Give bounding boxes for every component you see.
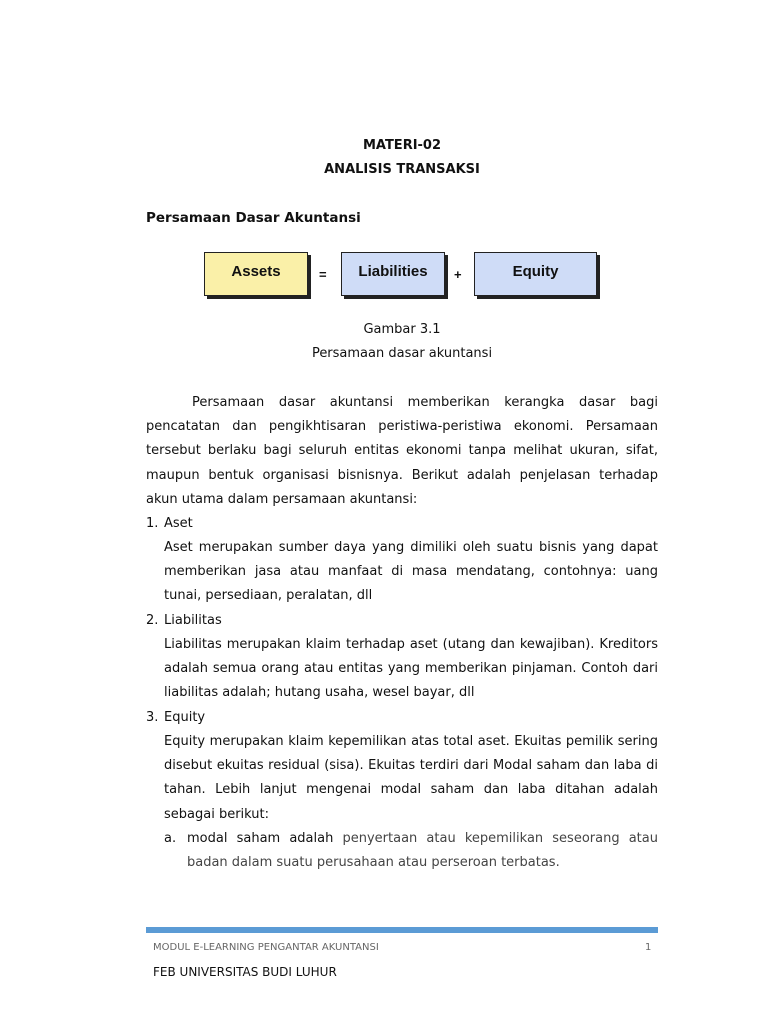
list-item-title: Aset <box>164 516 193 531</box>
list-item-number: 1. <box>146 516 159 531</box>
assets-box: Assets <box>204 252 308 296</box>
figure-caption: Persamaan dasar akuntansi <box>311 346 493 361</box>
list-item-body: Equity merupakan klaim kepemilikan atas total aset. Ekuitas pemilik sering disebut ekuitas residual (sisa). Ekuitas terdiri dari Modal saham dan laba di tahan. Lebih lanjut mengenai modal saham dan laba ditahan adalah sebagai berikut: <box>164 734 658 822</box>
list-item-body: Aset merupakan sumber daya yang dimiliki oleh suatu bisnis yang dapat memberikan jasa atau manfaat di masa mendatang, contohnya: uang tunai, persediaan, peralatan, dll <box>164 540 658 604</box>
liabilities-box: Liabilities <box>341 252 445 296</box>
sub-item-definition: penyertaan atau kepemilikan seseorang atau badan dalam suatu perusahaan atau perseroan terbatas. <box>187 831 658 871</box>
list-item-body: Liabilitas merupakan klaim terhadap aset (utang dan kewajiban). Kreditors adalah semua orang atau entitas yang memberikan pinjaman. Contoh dari liabilitas adalah; hutang usaha, wesel bayar, dll <box>164 637 658 701</box>
footer-module-name: MODUL E-LEARNING PENGANTAR AKUNTANSI <box>153 942 379 953</box>
list-item-number: 3. <box>146 710 159 725</box>
figure-number: Gambar 3.1 <box>363 322 441 337</box>
list-item-number: 2. <box>146 613 159 628</box>
footer-organization: FEB UNIVERSITAS BUDI LUHUR <box>153 965 337 979</box>
equals-sign: = <box>319 267 327 282</box>
list-item-title: Equity <box>164 710 206 725</box>
list-item-title: Liabilitas <box>164 613 222 628</box>
equity-box: Equity <box>474 252 597 296</box>
sub-item-marker: a. <box>164 831 177 846</box>
plus-sign: + <box>454 267 462 282</box>
footer-divider <box>146 927 658 933</box>
document-subtitle: ANALISIS TRANSAKSI <box>324 162 480 177</box>
sub-item-text <box>187 827 658 875</box>
footer-page-number: 1 <box>645 942 652 953</box>
section-heading: Persamaan Dasar Akuntansi <box>146 210 361 226</box>
document-title: MATERI-02 <box>362 138 442 153</box>
intro-paragraph: Persamaan dasar akuntansi memberikan kerangka dasar bagi pencatatan dan pengikhtisaran peristiwa-peristiwa ekonomi. Persamaan tersebut berlaku bagi seluruh entitas ekonomi tanpa melihat ukuran, sifat, maupun bentuk organisasi bisnisnya. Berikut adalah penjelasan terhadap akun utama dalam persamaan akuntansi: <box>146 395 658 507</box>
sub-item-term: modal saham adalah <box>187 831 334 846</box>
